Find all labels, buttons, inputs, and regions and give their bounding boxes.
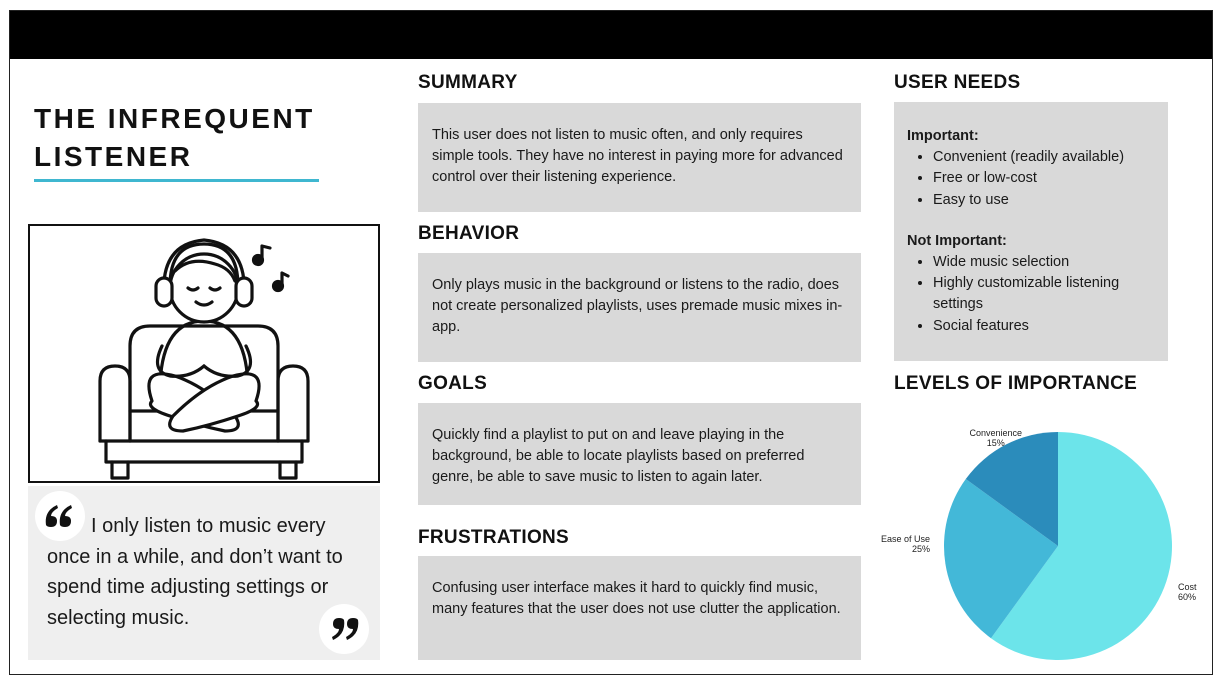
not-important-list: [907, 252, 1155, 337]
pie-label-convenience: Convenience 15%: [969, 428, 1023, 448]
person-with-headphones-illustration: [30, 226, 378, 481]
goals-text: Quickly find a playlist to put on and leave playing in the background, be able to locate playlists based on preferred genre, be able to save music to listen to again later.: [432, 427, 805, 486]
list-item: • Convenient (readily available): [933, 147, 1155, 168]
goals-heading: GOALS: [418, 373, 488, 394]
list-item: • Free or low-cost: [933, 168, 1155, 189]
pie-label-cost: Cost 60%: [1178, 582, 1197, 602]
summary-text: This user does not listen to music often, and only requires simple tools. They have no interest in paying more for advanced control over their listening experience.: [432, 127, 843, 186]
behavior-text: Only plays music in the background or listens to the radio, does not create personalized playlists, uses premade music mixes in-app.: [432, 277, 843, 336]
user-needs-heading: USER NEEDS: [894, 72, 1021, 93]
goals-panel: [418, 403, 861, 505]
chart-title: LEVELS OF IMPORTANCE: [894, 373, 1138, 394]
persona-quote: I only listen to music every once in a while, and don’t want to spend time adjusting settings or selecting music.: [47, 515, 343, 629]
behavior-heading: BEHAVIOR: [418, 223, 520, 244]
persona-title: THE INFREQUENT LISTENER: [34, 103, 315, 172]
frustrations-heading: FRUSTRATIONS: [418, 527, 570, 548]
persona-illustration: [28, 224, 380, 483]
important-label: Important:: [907, 128, 979, 144]
user-needs-panel: [894, 102, 1168, 361]
list-item: • Highly customizable listening settings: [933, 273, 1155, 315]
important-list: [907, 147, 1155, 211]
list-item: • Social features: [933, 316, 1155, 337]
frustrations-panel: [418, 556, 861, 660]
summary-heading: SUMMARY: [418, 72, 518, 93]
importance-pie-chart: [880, 400, 1210, 675]
frustrations-text: Confusing user interface makes it hard to quickly find music, many features that the user does not use clutter the application.: [432, 580, 841, 618]
not-important-label: Not Important:: [907, 232, 1007, 249]
behavior-panel: [418, 253, 861, 362]
pie-label-ease-of-use: Ease of Use 25%: [881, 534, 931, 554]
title-underline: [34, 179, 319, 182]
list-item: • Easy to use: [933, 190, 1155, 211]
summary-panel: [418, 103, 861, 212]
list-item: • Wide music selection: [933, 252, 1155, 273]
